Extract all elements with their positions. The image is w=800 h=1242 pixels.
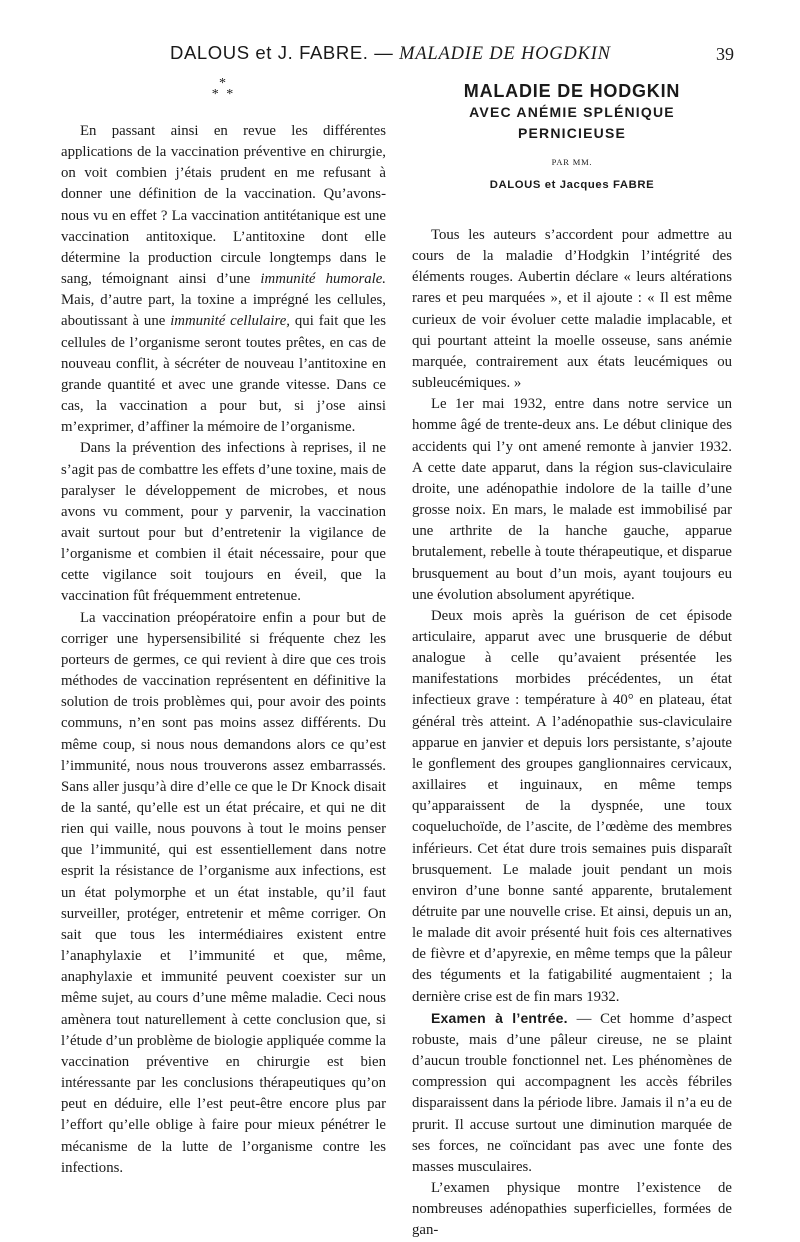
italic-humorale: immunité humorale. [260,271,387,288]
left-paragraph-1-text-b: Mais, d’autre part, la toxine a imprégné les cellules, aboutissant à une [61,292,386,330]
asterism-bottom: * * [211,87,236,102]
right-paragraph-2: Le 1er mai 1932, entre dans notre service un homme âgé de trente-deux ans. Le début clinique des accidents qui l’y ont amené remonte à janvier 1932. A cette date apparut, dans la région sus-claviculaire droite, une adénopathie indolore de la taille d’une grosse noix. En mars, le malade est immobilisé par une arthrite de la hanche gauche, apparue brutalement, rebelle à toute thérapeutique, et disparue brusquement au bout d’un mois, ayant toujours eu une évolution absolument apyrétique. [412,396,732,603]
article-title-line-3: PERNICIEUSE [517,125,627,141]
asterism-separator [61,78,386,100]
byline-authors: DALOUS et Jacques FABRE [489,179,655,191]
left-column [61,78,386,1179]
article-title-line-1: MALADIE DE HODGKIN [463,81,681,101]
left-paragraph-1-text-a: En passant ainsi en revue les différentes applications de la vaccination préventive en chirurgie, on voit combien j’étais prudent en me refusant à donner une définition de la vaccination. Qu’avons-nous vu en effet ? La vaccination antitétanique est une vaccination antitoxique. L’antitoxine dont elle détermine la production circule longtemps dans le sang, témoignant ainsi d’une [61,123,386,288]
right-paragraph-4 [412,1008,732,1178]
article-title-line-2: AVEC ANÉMIE SPLÉNIQUE [469,104,675,120]
running-head-article-title: MALADIE DE HOGDKIN [399,44,611,64]
page-number: 39 [716,44,734,64]
section-heading-examen: Examen à l’entrée. [431,1009,568,1026]
right-paragraph-4-text: — Cet homme d’aspect robuste, mais d’une pâleur cireuse, ne se plaint d’aucun trouble fonctionnel net. Les phénomènes de compression qui accompagnent les accès fébriles disparaissent dans la période libre. Jamais il n’a eu de prurit. Il accuse surtout une diminution marquée de ses forces, ne coïncidant pas avec une fonte des masses musculaires. [412,1010,732,1175]
left-paragraph-2: Dans la prévention des infections à reprises, il ne s’agit pas de combattre les effets d’une toxine, mais de paralyser le développement de microbes, et nous avons vu comment, pour y parvenir, la vaccination avait surtout pour but d’entretenir la vigilance de l’organisme et combien il était nécessaire, pour que cette vigilance soit toujours en éveil, que la vaccination fût fréquemment entretenue. [61,440,386,605]
left-paragraph-1-text-c: qui fait que les cellules de l’organisme seront toutes prêtes, en cas de nouveau conflit, à sécréter de nouveau l’antitoxine en grande quantité et avec une grande vitesse. Dans ce cas, la vaccination a pour but, si j’ose ainsi m’exprimer, d’affiner la mémoire de l’organisme. [61,313,386,436]
right-paragraph-5: L’examen physique montre l’existence de nombreuses adénopathies superficielles, formées de gan- [412,1180,732,1239]
italic-cellulaire: immunité cellulaire, [170,313,290,330]
asterism-top: * [219,76,228,91]
running-head [0,40,800,70]
right-paragraph-3: Deux mois après la guérison de cet épisode articulaire, apparut avec une brusquerie de début analogue à celle qu’avaient présentée les manifestations morbides précédentes, un état infectieux grave : température à 40° en plateau, état général très atteint. A l’adénopathie sus-claviculaire apparue en janvier et depuis lors persistante, s’ajoute le gonflement des groupes ganglionnaires cervicaux, axillaires et inguinaux, en même temps qu’apparaissent de la dyspnée, une toux coqueluchoïde, de l’ascite, de l’œdème des membres inférieurs. Cet état dure trois semaines puis disparaît brusquement. Le malade jouit pendant un mois environ d’une bonne santé apparente, brutalement détruite par une nouvelle crise. Et ainsi, depuis un an, le malade dit avoir présenté huit fois ces alternatives de fièvre et d’apyrexie, en même temps que la pâleur des téguments et la fatigabilité augmentaient ; la dernière crise est de fin mars 1932. [412,607,732,1005]
right-paragraph-1: Tous les auteurs s’accordent pour admettre au cours de la maladie d’Hodgkin l’intégrité des éléments rouges. Aubertin déclare « leurs altérations rares et peu marquées », et il ajoute : « Il est même curieux de voir évoluer cette maladie implacable, et qui pourtant atteint la moelle osseuse, sans anémie marquée, contrairement aux états leucémiques ou subleucémiques. » [412,227,732,392]
byline-prefix: PAR MM. [551,157,593,167]
left-paragraph-1 [61,121,386,438]
running-head-authors: DALOUS et J. FABRE. — [170,42,394,63]
left-paragraph-3: La vaccination préopératoire enfin a pour but de corriger une hypersensibilité si fréquente chez les porteurs de germes, ce qui revient à dire que ces trois méthodes de vaccination représentent en définitive la solution de trois problèmes qui, pour avoir des points communs, n’en sont pas moins assez différents. Du même coup, si nous nous demandons alors ce qu’est l’immunité, nous nous trouverons assez embarrassés. Sans aller jusqu’à dire d’elle ce que le Dr Knock disait de la santé, qu’elle est un état précaire, et qui ne dit rien qui vaille, nous pouvons à tout le moins penser que l’immunité, qui est essentiellement dans notre esprit la résistance de l’organisme aux infections, est un état polymorphe et un état instable, qu’il faut surveiller, protéger, entretenir et même corriger. On sait que tous les intermédiaires existent entre l’anaphylaxie et l’immunité et que, même, anaphylaxie et immunité peuvent coexister sur un même sujet, au cours d’une même maladie. Ceci nous amènera tout naturellement à cette conclusion que, si l’étude d’un problème de biologie appliquée comme la vaccination préventive en chirurgie est bien intéressante par les conclusions thérapeutiques qu’on peut en déduire, elle l’est peut-être encore plus par l’effort qu’elle oblige à faire pour mieux pénétrer le mécanisme de la lutte de l’organisme contre les infections. [61,609,386,1176]
right-column [412,78,732,1242]
running-head-title [170,42,611,65]
